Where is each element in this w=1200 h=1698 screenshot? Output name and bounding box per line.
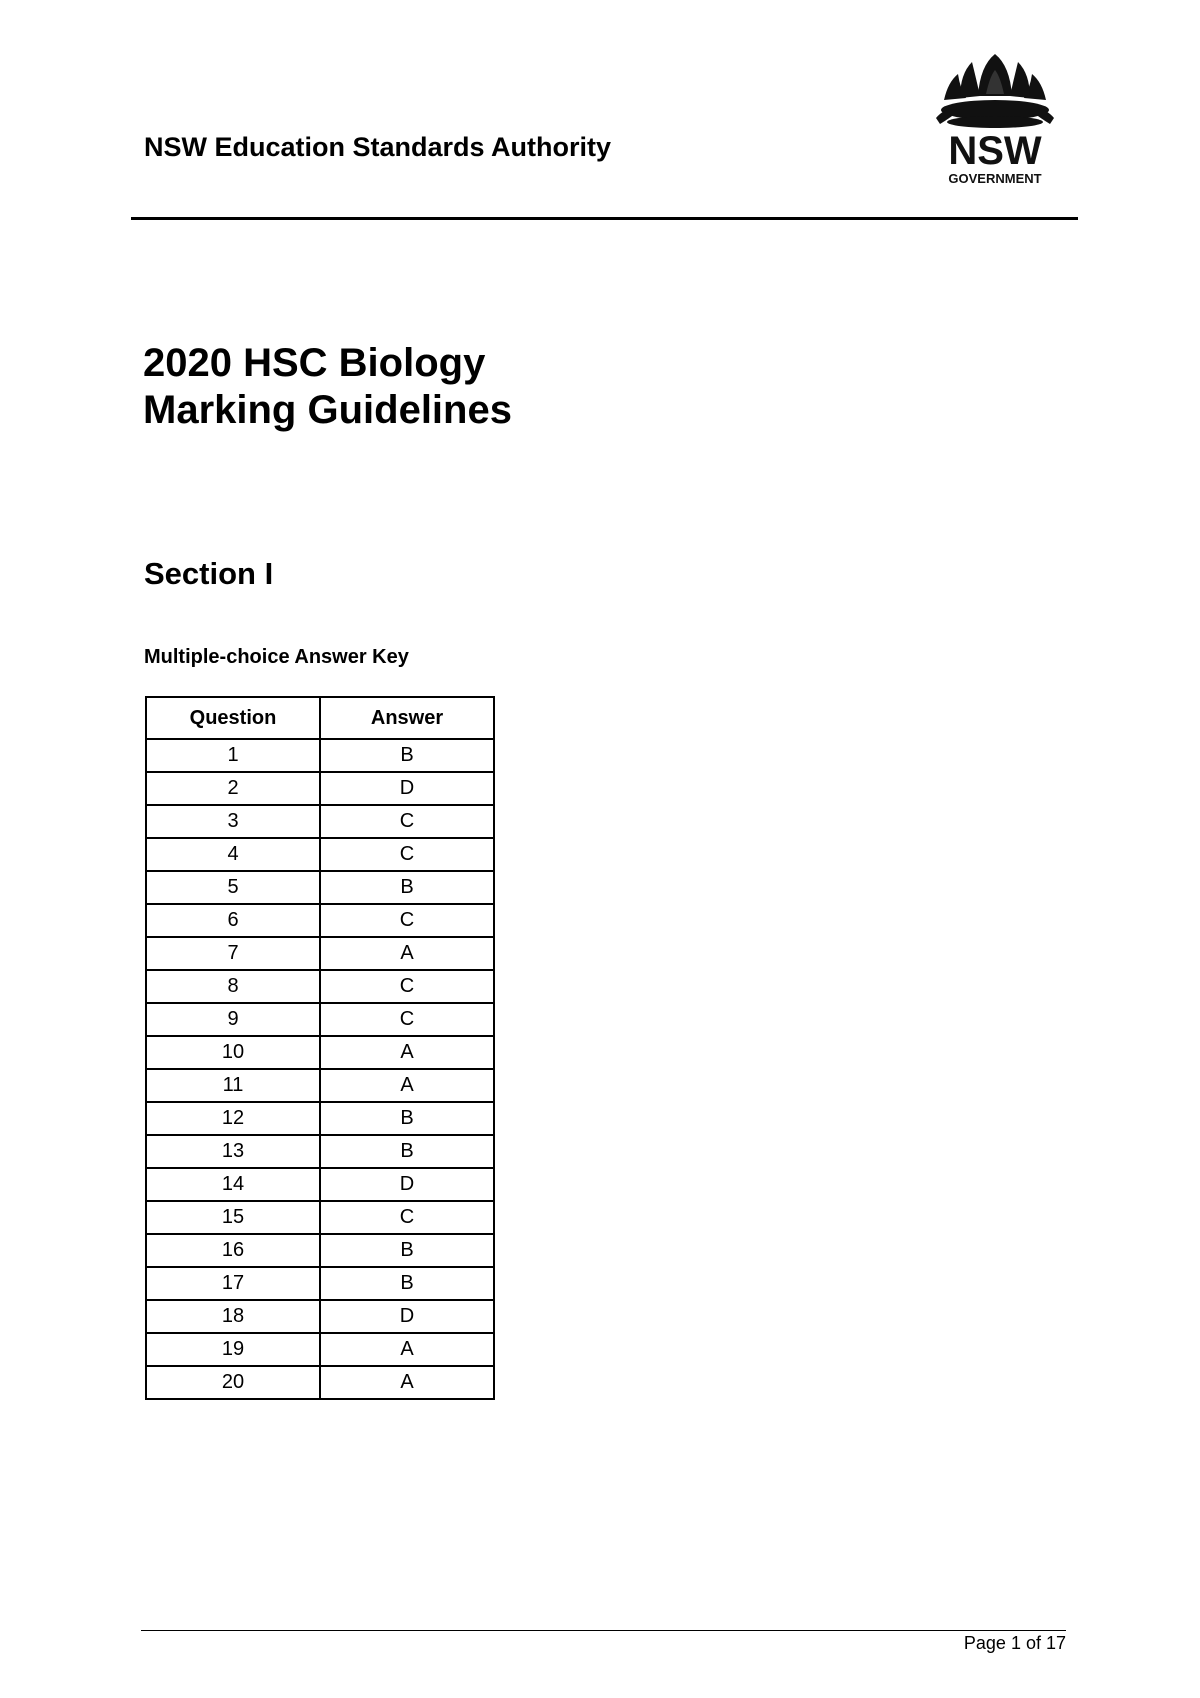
question-number: 15 — [146, 1201, 320, 1234]
question-number: 4 — [146, 838, 320, 871]
answer-letter: B — [320, 739, 494, 772]
table-row — [146, 772, 494, 805]
answer-letter: C — [320, 805, 494, 838]
answer-letter: C — [320, 838, 494, 871]
table-row — [146, 1003, 494, 1036]
page-number: Page 1 of 17 — [963, 1633, 1066, 1653]
table-row — [146, 1135, 494, 1168]
table-row — [146, 904, 494, 937]
footer-divider — [141, 1630, 1066, 1631]
table-row — [146, 1168, 494, 1201]
table-row — [146, 1333, 494, 1366]
answer-letter: B — [320, 1135, 494, 1168]
answer-key-caption: Multiple-choice Answer Key — [144, 646, 409, 668]
question-number: 1 — [146, 739, 320, 772]
answer-letter: A — [320, 1333, 494, 1366]
logo-subtext: GOVERNMENT — [948, 171, 1042, 186]
table-row — [146, 739, 494, 772]
question-number: 5 — [146, 871, 320, 904]
title-line-1: 2020 HSC Biology — [143, 341, 486, 385]
answer-letter: C — [320, 1003, 494, 1036]
table-row — [146, 1300, 494, 1333]
table-row — [146, 805, 494, 838]
question-number: 3 — [146, 805, 320, 838]
table-row — [146, 937, 494, 970]
table-row — [146, 1267, 494, 1300]
answer-letter: A — [320, 1036, 494, 1069]
answer-letter: A — [320, 1366, 494, 1399]
question-number: 8 — [146, 970, 320, 1003]
section-heading: Section I — [144, 556, 274, 591]
question-number: 2 — [146, 772, 320, 805]
column-header-answer: Answer — [320, 697, 494, 739]
table-row — [146, 1366, 494, 1399]
answer-letter: B — [320, 1234, 494, 1267]
header-divider — [131, 217, 1078, 220]
logo-wordmark: NSW — [948, 129, 1042, 173]
question-number: 6 — [146, 904, 320, 937]
table-row — [146, 1201, 494, 1234]
question-number: 19 — [146, 1333, 320, 1366]
answer-letter: C — [320, 904, 494, 937]
answer-letter: D — [320, 1300, 494, 1333]
answer-letter: B — [320, 1102, 494, 1135]
question-number: 7 — [146, 937, 320, 970]
answer-letter: D — [320, 772, 494, 805]
table-row — [146, 1234, 494, 1267]
answer-letter: B — [320, 1267, 494, 1300]
waratah-icon — [936, 54, 1054, 128]
table-row — [146, 871, 494, 904]
question-number: 9 — [146, 1003, 320, 1036]
table-row — [146, 1069, 494, 1102]
answer-letter: D — [320, 1168, 494, 1201]
answer-letter: A — [320, 1069, 494, 1102]
table-header-row — [146, 697, 494, 739]
table-row — [146, 1102, 494, 1135]
answer-letter: B — [320, 871, 494, 904]
column-header-question: Question — [146, 697, 320, 739]
question-number: 18 — [146, 1300, 320, 1333]
title-line-2: Marking Guidelines — [143, 388, 512, 432]
question-number: 16 — [146, 1234, 320, 1267]
question-number: 11 — [146, 1069, 320, 1102]
nsw-government-logo — [930, 52, 1060, 192]
question-number: 12 — [146, 1102, 320, 1135]
answer-letter: A — [320, 937, 494, 970]
question-number: 14 — [146, 1168, 320, 1201]
question-number: 13 — [146, 1135, 320, 1168]
answer-letter: C — [320, 1201, 494, 1234]
table-row — [146, 1036, 494, 1069]
answer-letter: C — [320, 970, 494, 1003]
table-row — [146, 838, 494, 871]
answer-key-table — [145, 696, 495, 1400]
question-number: 10 — [146, 1036, 320, 1069]
question-number: 20 — [146, 1366, 320, 1399]
page-title — [143, 340, 512, 434]
table-row — [146, 970, 494, 1003]
organization-name: NSW Education Standards Authority — [144, 132, 612, 162]
question-number: 17 — [146, 1267, 320, 1300]
